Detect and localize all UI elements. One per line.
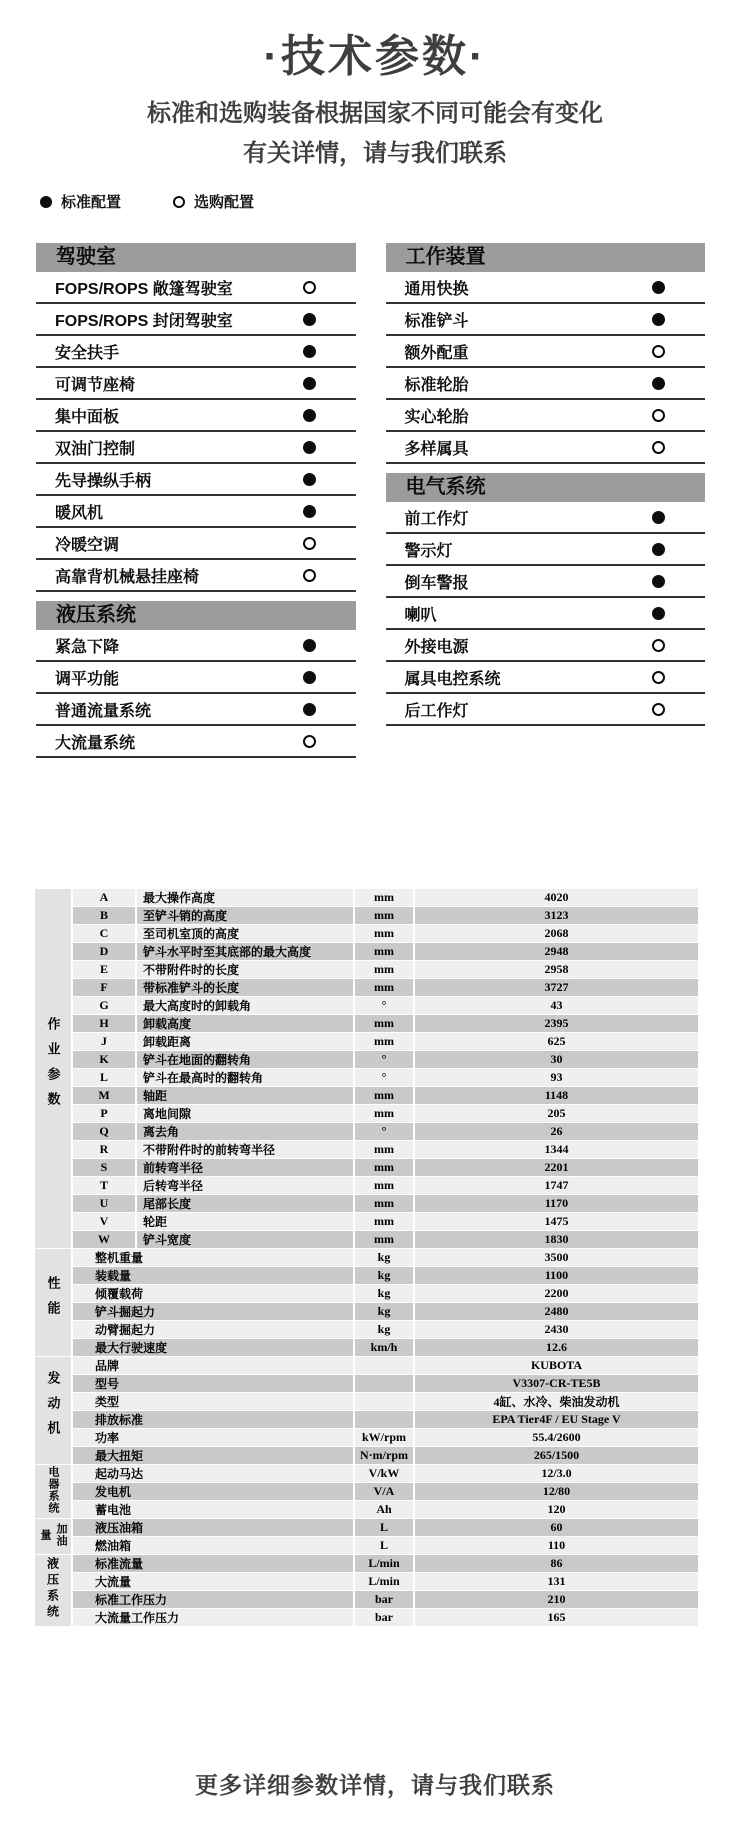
spec-name-cell: 标准流量 — [73, 1555, 353, 1572]
equipment-item — [386, 534, 706, 566]
spec-code-cell: G — [73, 997, 135, 1014]
spec-name-cell: 铲斗掘起力 — [73, 1303, 353, 1320]
spec-value-cell: 2395 — [415, 1015, 698, 1032]
equipment-item-label: 调平功能 — [55, 670, 120, 688]
spec-name-cell: 离去角 — [137, 1123, 353, 1140]
spec-value-cell: 30 — [415, 1051, 698, 1068]
equipment-item — [36, 496, 356, 528]
spec-value-cell: 12/3.0 — [415, 1465, 698, 1482]
spec-unit-cell: mm — [355, 1177, 413, 1194]
spec-row — [35, 1303, 698, 1320]
spec-value-cell: 3500 — [415, 1249, 698, 1266]
legend-optional-label: 选购配置 — [194, 194, 255, 211]
spec-value-cell: 55.4/2600 — [415, 1429, 698, 1446]
spec-unit-cell: ° — [355, 1069, 413, 1086]
spec-unit-cell: mm — [355, 1159, 413, 1176]
spec-unit-cell: mm — [355, 907, 413, 924]
equipment-item-label: 先导操纵手柄 — [55, 472, 152, 490]
spec-unit-cell: kg — [355, 1249, 413, 1266]
spec-row — [35, 907, 698, 924]
equipment-item — [386, 400, 706, 432]
equipment-item — [386, 304, 706, 336]
spec-value-cell: 86 — [415, 1555, 698, 1572]
spec-value-cell: 1475 — [415, 1213, 698, 1230]
hollow-circle-icon — [652, 671, 665, 684]
hollow-circle-icon — [652, 409, 665, 422]
spec-code-cell: J — [73, 1033, 135, 1050]
spec-row — [35, 1267, 698, 1284]
spec-group-cell — [35, 889, 71, 1248]
spec-row — [35, 1591, 698, 1608]
equipment-item-label: 后工作灯 — [404, 702, 469, 720]
equipment-item — [36, 368, 356, 400]
spec-value-cell: 60 — [415, 1519, 698, 1536]
spec-row — [35, 1087, 698, 1104]
spec-value-cell: 2068 — [415, 925, 698, 942]
section-header: 工作装置 — [386, 243, 706, 272]
spec-code-cell: B — [73, 907, 135, 924]
equipment-item — [36, 726, 356, 758]
equipment-item — [386, 432, 706, 464]
spec-value-cell: 12/80 — [415, 1483, 698, 1500]
spec-code-cell: A — [73, 889, 135, 906]
equipment-item — [386, 502, 706, 534]
equipment-item-label: 实心轮胎 — [404, 408, 469, 426]
spec-row — [35, 1447, 698, 1464]
spec-unit-cell: mm — [355, 943, 413, 960]
spec-name-cell: 液压油箱 — [73, 1519, 353, 1536]
spec-name-cell: 至司机室顶的高度 — [137, 925, 353, 942]
equipment-item-label: 标准轮胎 — [404, 376, 469, 394]
spec-value-cell: 12.6 — [415, 1339, 698, 1356]
spec-unit-cell: Ah — [355, 1501, 413, 1518]
equipment-item-label: 紧急下降 — [55, 638, 120, 656]
spec-value-cell: 3727 — [415, 979, 698, 996]
spec-group-label: 作业参数 — [45, 1016, 61, 1117]
spec-row — [35, 1429, 698, 1446]
equipment-item — [36, 400, 356, 432]
spec-unit-cell — [355, 1411, 413, 1428]
spec-unit-cell: mm — [355, 1231, 413, 1248]
spec-code-cell: P — [73, 1105, 135, 1122]
equipment-item — [36, 662, 356, 694]
spec-name-cell: 发电机 — [73, 1483, 353, 1500]
equipment-item — [386, 272, 706, 304]
hollow-circle-icon — [652, 345, 665, 358]
spec-name-cell: 类型 — [73, 1393, 353, 1410]
spec-name-cell: 铲斗在最高时的翻转角 — [137, 1069, 353, 1086]
spec-unit-cell: kg — [355, 1303, 413, 1320]
hollow-circle-icon — [303, 281, 316, 294]
spec-unit-cell: ° — [355, 1123, 413, 1140]
spec-code-cell: R — [73, 1141, 135, 1158]
equipment-item-label: 喇叭 — [404, 606, 437, 624]
spec-row — [35, 1213, 698, 1230]
spec-unit-cell: N·m/rpm — [355, 1447, 413, 1464]
equipment-item-label: 通用快换 — [404, 280, 469, 298]
spec-name-cell: 前转弯半径 — [137, 1159, 353, 1176]
spec-row — [35, 1465, 698, 1482]
spec-unit-cell: mm — [355, 1195, 413, 1212]
spec-value-cell: 2948 — [415, 943, 698, 960]
spec-row — [35, 1051, 698, 1068]
spec-unit-cell: ° — [355, 1051, 413, 1068]
spec-unit-cell: mm — [355, 1015, 413, 1032]
equipment-item — [36, 560, 356, 592]
spec-name-cell: 至铲斗销的高度 — [137, 907, 353, 924]
legend-standard-label: 标准配置 — [61, 194, 122, 211]
spec-unit-cell — [355, 1357, 413, 1374]
spec-row — [35, 1339, 698, 1356]
equipment-item — [386, 598, 706, 630]
spec-value-cell: EPA Tier4F / EU Stage V — [415, 1411, 698, 1428]
hollow-circle-icon — [303, 537, 316, 550]
spec-value-cell: KUBOTA — [415, 1357, 698, 1374]
spec-row — [35, 1249, 698, 1266]
subtitle-line-1: 标准和选购装备根据国家不同可能会有变化 — [147, 100, 603, 127]
spec-name-cell: 排放标准 — [73, 1411, 353, 1428]
spec-unit-cell: V/A — [355, 1483, 413, 1500]
spec-row — [35, 943, 698, 960]
legend — [40, 191, 750, 212]
spec-code-cell: L — [73, 1069, 135, 1086]
spec-value-cell: 43 — [415, 997, 698, 1014]
hollow-circle-icon — [652, 441, 665, 454]
equipment-item — [386, 694, 706, 726]
equipment-item-label: 普通流量系统 — [55, 702, 152, 720]
equipment-item — [36, 432, 356, 464]
filled-circle-icon — [652, 543, 665, 556]
spec-group-cell — [35, 1357, 71, 1464]
spec-name-cell: 型号 — [73, 1375, 353, 1392]
filled-circle-icon — [303, 313, 316, 326]
spec-value-cell: 1170 — [415, 1195, 698, 1212]
equipment-item-label: 前工作灯 — [404, 510, 469, 528]
equipment-item — [386, 368, 706, 400]
spec-unit-cell: mm — [355, 925, 413, 942]
spec-unit-cell: bar — [355, 1591, 413, 1608]
spec-value-cell: V3307-CR-TE5B — [415, 1375, 698, 1392]
spec-row — [35, 1519, 698, 1536]
equipment-item-label: 多样属具 — [404, 440, 469, 458]
filled-circle-icon — [303, 473, 316, 486]
filled-circle-icon — [303, 505, 316, 518]
spec-code-cell: E — [73, 961, 135, 978]
spec-code-cell: F — [73, 979, 135, 996]
equipment-item — [36, 272, 356, 304]
spec-name-cell: 后转弯半径 — [137, 1177, 353, 1194]
spec-value-cell: 131 — [415, 1573, 698, 1590]
page-title: ·技术参数· — [263, 32, 487, 81]
spec-row — [35, 1141, 698, 1158]
spec-unit-cell: L/min — [355, 1555, 413, 1572]
spec-group-cell — [35, 1519, 71, 1554]
spec-value-cell: 2958 — [415, 961, 698, 978]
spec-value-cell: 3123 — [415, 907, 698, 924]
spec-group-cell — [35, 1465, 71, 1518]
spec-unit-cell: ° — [355, 997, 413, 1014]
hollow-circle-icon — [303, 735, 316, 748]
spec-unit-cell: L — [355, 1519, 413, 1536]
spec-value-cell: 210 — [415, 1591, 698, 1608]
section-header: 驾驶室 — [36, 243, 356, 272]
spec-row — [35, 1033, 698, 1050]
filled-circle-icon — [652, 607, 665, 620]
equipment-item-label: 双油门控制 — [55, 440, 136, 458]
spec-unit-cell: L/min — [355, 1573, 413, 1590]
spec-code-cell: V — [73, 1213, 135, 1230]
spec-group-label: 加油量 — [39, 1522, 67, 1547]
spec-code-cell: C — [73, 925, 135, 942]
spec-row — [35, 1123, 698, 1140]
spec-name-cell: 整机重量 — [73, 1249, 353, 1266]
spec-row — [35, 1537, 698, 1554]
spec-unit-cell: L — [355, 1537, 413, 1554]
spec-group-label: 液压系统 — [45, 1556, 60, 1621]
spec-name-cell: 不带附件时的前转弯半径 — [137, 1141, 353, 1158]
spec-row — [35, 979, 698, 996]
spec-row — [35, 1555, 698, 1572]
spec-value-cell: 165 — [415, 1609, 698, 1626]
spec-value-cell: 1830 — [415, 1231, 698, 1248]
equipment-item — [36, 694, 356, 726]
spec-row — [35, 925, 698, 942]
equipment-item — [36, 528, 356, 560]
spec-name-cell: 功率 — [73, 1429, 353, 1446]
equipment-item — [36, 464, 356, 496]
page-subtitle — [0, 94, 750, 174]
spec-unit-cell: V/kW — [355, 1465, 413, 1482]
spec-name-cell: 最大行驶速度 — [73, 1339, 353, 1356]
filled-circle-icon — [652, 575, 665, 588]
equipment-item-label: 可调节座椅 — [55, 376, 136, 394]
spec-name-cell: 蓄电池 — [73, 1501, 353, 1518]
spec-row — [35, 1321, 698, 1338]
spec-unit-cell: mm — [355, 1087, 413, 1104]
subtitle-line-2: 有关详情，请与我们联系 — [243, 140, 507, 167]
spec-value-cell: 120 — [415, 1501, 698, 1518]
spec-value-cell: 1148 — [415, 1087, 698, 1104]
spec-table — [33, 888, 700, 1627]
spec-row — [35, 1609, 698, 1626]
spec-name-cell: 品牌 — [73, 1357, 353, 1374]
spec-unit-cell: mm — [355, 1213, 413, 1230]
spec-unit-cell: kg — [355, 1267, 413, 1284]
spec-unit-cell: kW/rpm — [355, 1429, 413, 1446]
spec-group-cell — [35, 1249, 71, 1356]
filled-circle-icon — [303, 671, 316, 684]
spec-row — [35, 1231, 698, 1248]
spec-name-cell: 装载量 — [73, 1267, 353, 1284]
spec-name-cell: 带标准铲斗的长度 — [137, 979, 353, 996]
equipment-column — [386, 243, 706, 726]
filled-circle-icon — [652, 313, 665, 326]
spec-value-cell: 2430 — [415, 1321, 698, 1338]
spec-value-cell: 2480 — [415, 1303, 698, 1320]
filled-circle-icon — [652, 281, 665, 294]
equipment-item-label: 冷暖空调 — [55, 536, 120, 554]
spec-row — [35, 1375, 698, 1392]
equipment-item-label: 属具电控系统 — [404, 670, 501, 688]
spec-name-cell: 卸载高度 — [137, 1015, 353, 1032]
equipment-item-label: FOPS/ROPS 敞篷驾驶室 — [55, 280, 233, 298]
filled-circle-icon — [303, 441, 316, 454]
spec-code-cell: H — [73, 1015, 135, 1032]
spec-value-cell: 26 — [415, 1123, 698, 1140]
spec-value-cell: 1100 — [415, 1267, 698, 1284]
spec-row — [35, 1483, 698, 1500]
spec-code-cell: W — [73, 1231, 135, 1248]
equipment-item — [386, 566, 706, 598]
equipment-item-label: 警示灯 — [404, 542, 453, 560]
equipment-item-label: 集中面板 — [55, 408, 120, 426]
equipment-item-label: 外接电源 — [404, 638, 469, 656]
equipment-item-label: FOPS/ROPS 封闭驾驶室 — [55, 312, 233, 330]
spec-value-cell: 93 — [415, 1069, 698, 1086]
spec-name-cell: 最大高度时的卸载角 — [137, 997, 353, 1014]
spec-row — [35, 889, 698, 906]
spec-code-cell: D — [73, 943, 135, 960]
spec-name-cell: 最大操作高度 — [137, 889, 353, 906]
section-header: 液压系统 — [36, 601, 356, 630]
spec-unit-cell — [355, 1393, 413, 1410]
spec-name-cell: 起动马达 — [73, 1465, 353, 1482]
spec-row — [35, 1195, 698, 1212]
equipment-column — [36, 243, 356, 758]
spec-value-cell: 265/1500 — [415, 1447, 698, 1464]
spec-value-cell: 4缸、水冷、柴油发动机 — [415, 1393, 698, 1410]
spec-row — [35, 961, 698, 978]
spec-unit-cell: mm — [355, 1105, 413, 1122]
equipment-item-label: 标准铲斗 — [404, 312, 469, 330]
spec-table-body — [35, 889, 698, 1626]
equipment-item-label: 大流量系统 — [55, 734, 136, 752]
filled-circle-icon — [652, 511, 665, 524]
hollow-circle-icon — [652, 639, 665, 652]
filled-circle-icon — [303, 703, 316, 716]
equipment-item — [386, 630, 706, 662]
spec-row — [35, 1015, 698, 1032]
spec-value-cell: 625 — [415, 1033, 698, 1050]
equipment-item — [386, 662, 706, 694]
spec-name-cell: 铲斗宽度 — [137, 1231, 353, 1248]
spec-row — [35, 997, 698, 1014]
equipment-item — [386, 336, 706, 368]
spec-code-cell: M — [73, 1087, 135, 1104]
equipment-item-label: 安全扶手 — [55, 344, 120, 362]
spec-group-cell — [35, 1555, 71, 1626]
spec-group-label: 电器系统 — [47, 1465, 59, 1514]
spec-unit-cell: km/h — [355, 1339, 413, 1356]
spec-name-cell: 最大扭矩 — [73, 1447, 353, 1464]
spec-unit-cell: mm — [355, 1033, 413, 1050]
spec-code-cell: Q — [73, 1123, 135, 1140]
spec-unit-cell: kg — [355, 1321, 413, 1338]
spec-unit-cell — [355, 1375, 413, 1392]
spec-code-cell: T — [73, 1177, 135, 1194]
spec-name-cell: 尾部长度 — [137, 1195, 353, 1212]
spec-code-cell: K — [73, 1051, 135, 1068]
filled-circle-icon — [303, 377, 316, 390]
spec-name-cell: 大流量 — [73, 1573, 353, 1590]
hollow-circle-icon — [173, 196, 185, 208]
spec-row — [35, 1159, 698, 1176]
equipment-item — [36, 336, 356, 368]
spec-unit-cell: mm — [355, 1141, 413, 1158]
spec-row — [35, 1393, 698, 1410]
section-header: 电气系统 — [386, 473, 706, 502]
spec-value-cell: 2201 — [415, 1159, 698, 1176]
spec-row — [35, 1285, 698, 1302]
equipment-item-label: 暖风机 — [55, 504, 104, 522]
filled-circle-icon — [303, 409, 316, 422]
hollow-circle-icon — [303, 569, 316, 582]
spec-unit-cell: bar — [355, 1609, 413, 1626]
equipment-item-label: 倒车警报 — [404, 574, 469, 592]
spec-name-cell: 不带附件时的长度 — [137, 961, 353, 978]
spec-row — [35, 1411, 698, 1428]
spec-row — [35, 1069, 698, 1086]
spec-group-label: 发动机 — [45, 1371, 61, 1446]
spec-value-cell: 110 — [415, 1537, 698, 1554]
spec-name-cell: 大流量工作压力 — [73, 1609, 353, 1626]
filled-circle-icon — [652, 377, 665, 390]
spec-row — [35, 1177, 698, 1194]
spec-name-cell: 燃油箱 — [73, 1537, 353, 1554]
spec-name-cell: 离地间隙 — [137, 1105, 353, 1122]
spec-name-cell: 轮距 — [137, 1213, 353, 1230]
equipment-item-label: 高靠背机械悬挂座椅 — [55, 568, 200, 586]
spec-unit-cell: kg — [355, 1285, 413, 1302]
spec-value-cell: 1747 — [415, 1177, 698, 1194]
spec-name-cell: 倾覆载荷 — [73, 1285, 353, 1302]
equipment-item — [36, 304, 356, 336]
hollow-circle-icon — [652, 703, 665, 716]
spec-value-cell: 205 — [415, 1105, 698, 1122]
spec-name-cell: 卸载距离 — [137, 1033, 353, 1050]
spec-name-cell: 标准工作压力 — [73, 1591, 353, 1608]
spec-value-cell: 2200 — [415, 1285, 698, 1302]
spec-value-cell: 4020 — [415, 889, 698, 906]
footer-note: 更多详细参数详情，请与我们联系 — [195, 1772, 555, 1798]
equipment-item — [36, 630, 356, 662]
spec-row — [35, 1573, 698, 1590]
spec-unit-cell: mm — [355, 889, 413, 906]
spec-code-cell: S — [73, 1159, 135, 1176]
spec-row — [35, 1501, 698, 1518]
spec-name-cell: 动臂掘起力 — [73, 1321, 353, 1338]
spec-name-cell: 铲斗在地面的翻转角 — [137, 1051, 353, 1068]
equipment-item-label: 额外配重 — [404, 344, 469, 362]
filled-circle-icon — [303, 345, 316, 358]
spec-unit-cell: mm — [355, 961, 413, 978]
spec-name-cell: 铲斗水平时至其底部的最大高度 — [137, 943, 353, 960]
spec-code-cell: U — [73, 1195, 135, 1212]
spec-unit-cell: mm — [355, 979, 413, 996]
filled-circle-icon — [40, 196, 52, 208]
spec-row — [35, 1105, 698, 1122]
spec-name-cell: 轴距 — [137, 1087, 353, 1104]
equipment-area — [36, 243, 705, 758]
spec-row — [35, 1357, 698, 1374]
filled-circle-icon — [303, 639, 316, 652]
spec-group-label: 性能 — [45, 1275, 61, 1326]
spec-value-cell: 1344 — [415, 1141, 698, 1158]
